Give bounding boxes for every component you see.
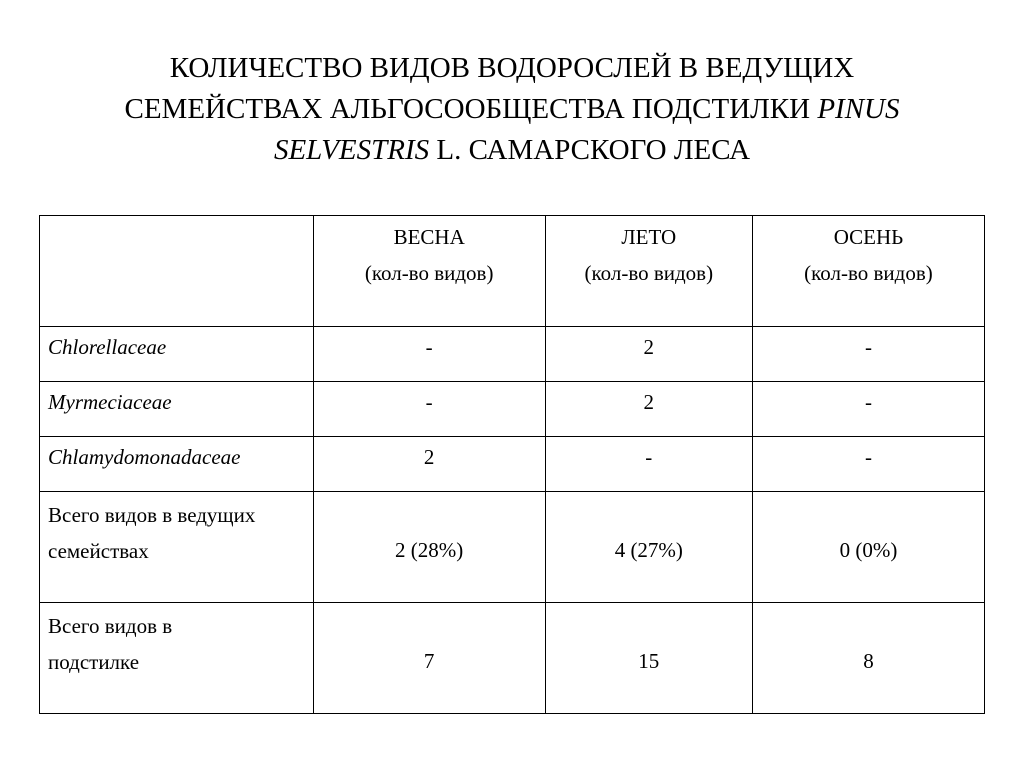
title-line-3-suffix: L. САМАРСКОГО ЛЕСА — [436, 134, 751, 166]
total-label-line-1: Всего видов в — [48, 614, 173, 638]
header-cell-summer — [545, 216, 752, 327]
table-header-row — [40, 216, 985, 327]
slide-title — [40, 48, 984, 171]
table-row — [40, 327, 985, 382]
total-label-cell — [40, 492, 314, 603]
value-cell — [752, 437, 984, 492]
header-unit: (кол-во видов) — [364, 261, 494, 285]
title-line-2-prefix: СЕМЕЙСТВАХ АЛЬГОСООБЩЕСТВА ПОДСТИЛКИ — [124, 93, 811, 125]
family-name: Myrmeciaceae — [48, 390, 172, 414]
table-row — [40, 382, 985, 437]
species-table — [39, 215, 985, 714]
value-summer: 2 — [643, 390, 655, 414]
total-label-line-1: Всего видов в ведущих — [48, 503, 256, 527]
family-name-cell — [40, 327, 314, 382]
family-name-cell — [40, 382, 314, 437]
value-cell — [545, 382, 752, 437]
value-spring: 2 (28%) — [313, 492, 545, 603]
header-cell-spring — [313, 216, 545, 327]
value-summer: - — [645, 445, 653, 469]
value-autumn: 0 (0%) — [752, 492, 984, 603]
value-spring: 2 — [423, 445, 435, 469]
table-row — [40, 492, 985, 603]
value-cell — [752, 382, 984, 437]
value-spring: 7 — [313, 603, 545, 714]
family-name-cell — [40, 437, 314, 492]
table-row — [40, 603, 985, 714]
header-season: ОСЕНЬ — [833, 225, 904, 249]
value-autumn: - — [864, 335, 872, 359]
total-label-line-2: подстилке — [48, 650, 140, 674]
value-cell — [752, 327, 984, 382]
value-cell — [313, 327, 545, 382]
header-season: ЛЕТО — [621, 225, 677, 249]
header-unit: (кол-во видов) — [804, 261, 933, 285]
value-spring: - — [425, 390, 433, 414]
header-season: ВЕСНА — [393, 225, 465, 249]
title-genus: PINUS — [817, 93, 900, 125]
header-empty-cell — [40, 216, 314, 327]
header-unit: (кол-во видов) — [584, 261, 714, 285]
value-summer: 15 — [545, 603, 752, 714]
title-line-1: КОЛИЧЕСТВО ВИДОВ ВОДОРОСЛЕЙ В ВЕДУЩИХ — [169, 52, 855, 84]
value-cell — [313, 437, 545, 492]
value-cell — [313, 382, 545, 437]
total-label-line-2: семействах — [48, 539, 149, 563]
value-autumn: - — [864, 390, 872, 414]
total-label-cell — [40, 603, 314, 714]
value-summer: 2 — [643, 335, 655, 359]
value-cell — [545, 437, 752, 492]
value-autumn: - — [864, 445, 872, 469]
title-species: SELVESTRIS — [273, 134, 430, 166]
value-summer: 4 (27%) — [545, 492, 752, 603]
value-cell — [545, 327, 752, 382]
family-name: Chlamydomonadaceae — [48, 445, 241, 469]
table-row — [40, 437, 985, 492]
family-name: Chlorellaceae — [48, 335, 167, 359]
value-spring: - — [425, 335, 433, 359]
value-autumn: 8 — [752, 603, 984, 714]
header-cell-autumn — [752, 216, 984, 327]
